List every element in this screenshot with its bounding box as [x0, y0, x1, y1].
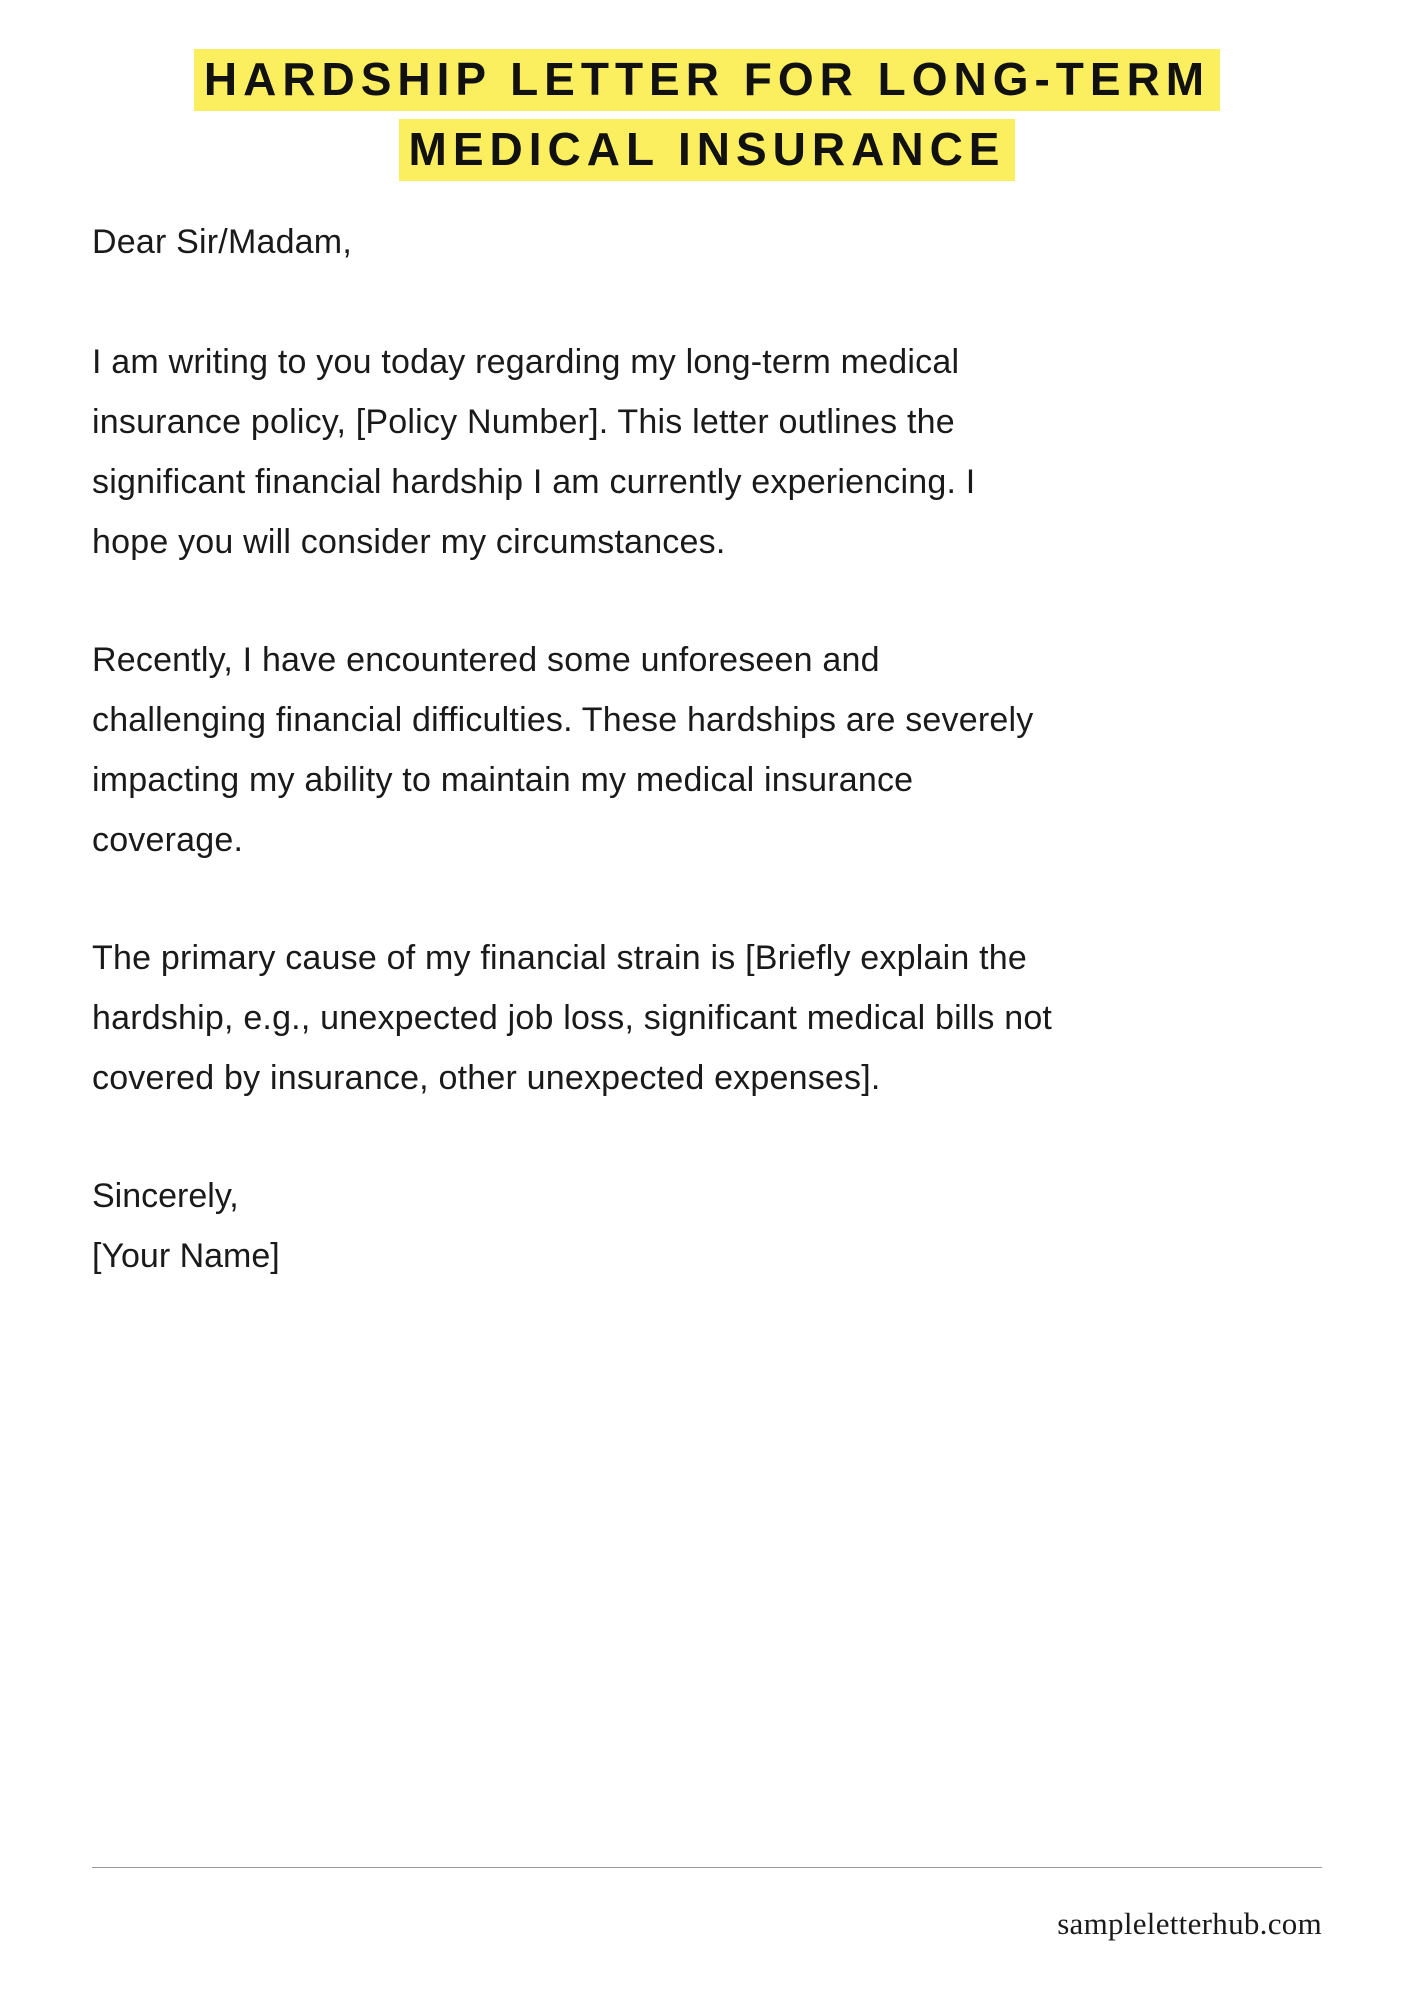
page-title [155, 0, 1259, 184]
footer-divider [92, 1867, 1322, 1868]
body-paragraph-1: I am writing to you today regarding my long-term medical insurance policy, [Policy Number]. This letter outlines the significant financial hardship I am currently experiencing. I hope you will consider my circumstances. [92, 343, 976, 561]
body-paragraph-2: Recently, I have encountered some unforeseen and challenging financial difficulties. These hardships are severely impacting my ability to maintain my medical insurance coverage. [92, 641, 1034, 859]
footer-website: sampleletterhub.com [1057, 1906, 1322, 1941]
spacer [92, 870, 1060, 928]
title-line-2 [155, 114, 1259, 184]
page-footer [92, 1867, 1322, 1942]
body-paragraph-3: The primary cause of my financial strain is [Briefly explain the hardship, e.g., unexpected job loss, significant medical bills not covered by insurance, other unexpected expenses]. [92, 939, 1053, 1097]
spacer [92, 572, 1060, 630]
title-line-2-text: MEDICAL INSURANCE [399, 119, 1016, 181]
spacer [92, 272, 1060, 332]
title-line-1-text: HARDSHIP LETTER FOR LONG-TERM [194, 49, 1220, 111]
letter-body [92, 212, 1060, 1286]
signature-name: [Your Name] [92, 1237, 280, 1275]
salutation: Dear Sir/Madam, [92, 223, 352, 261]
title-line-1 [155, 44, 1259, 114]
closing-line: Sincerely, [92, 1177, 239, 1215]
spacer [92, 1108, 1060, 1166]
